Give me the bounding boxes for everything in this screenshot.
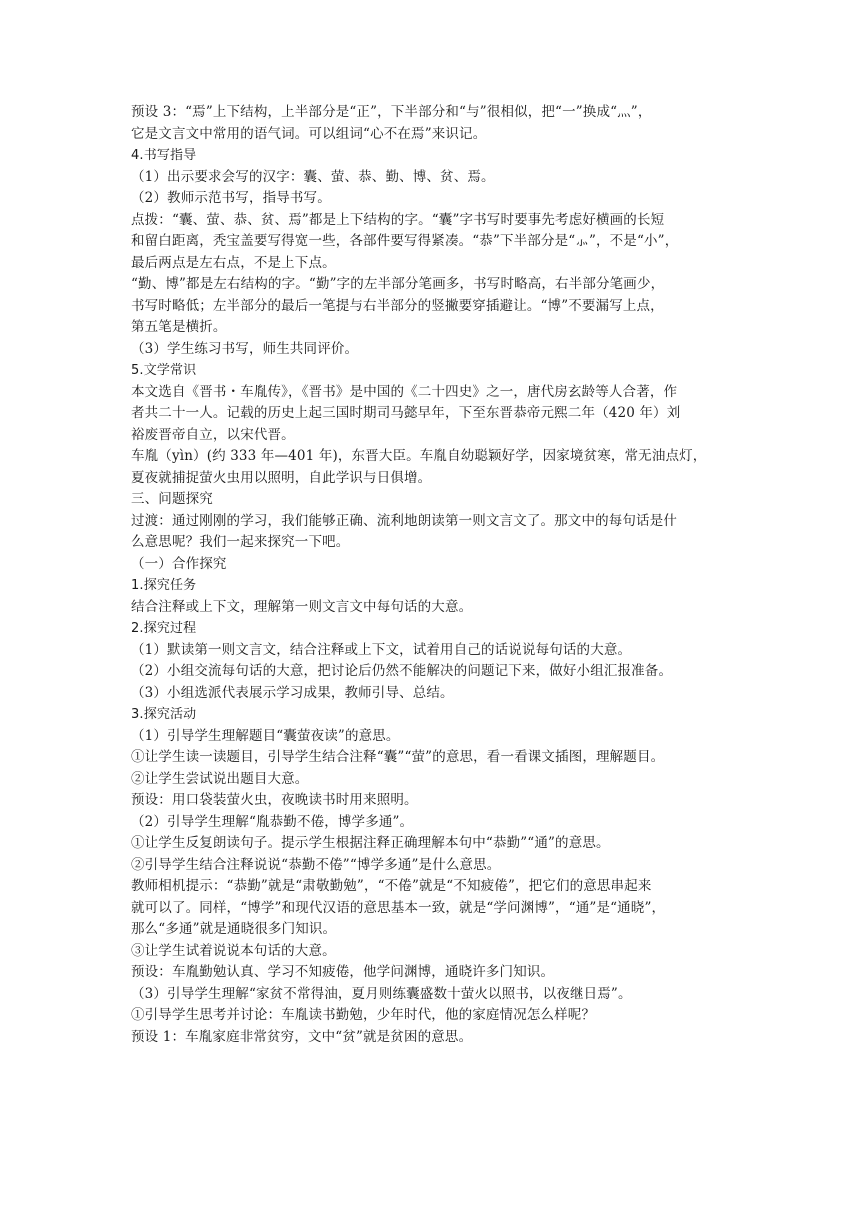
section-heading: 2.探究过程 xyxy=(131,621,197,636)
section-heading: 3.探究活动 xyxy=(131,707,197,722)
text-line: 教师相机提示：“恭勤”就是“肃敬勤勉”，“不倦”就是“不知疲倦”，把它们的意思串起来 xyxy=(131,878,652,894)
text-line: ②引导学生结合注释说说“恭勤不倦”“博学多通”是什么意思。 xyxy=(131,856,501,873)
text-line: 结合注释或上下文，理解第一则文言文中每句话的大意。 xyxy=(131,598,473,615)
document-page xyxy=(131,102,731,1048)
section-heading: 1.探究任务 xyxy=(131,578,197,593)
text-line: 么意思呢？我们一起来探究一下吧。 xyxy=(131,534,350,550)
text-line: （3）引导学生理解“家贫不常得油，夏月则练囊盛数十萤火以照书，以夜继日焉”。 xyxy=(131,985,632,1002)
text-line: 第五笔是横折。 xyxy=(131,319,227,335)
text-line: 就可以了。同样，“博学”和现代汉语的意思基本一致，就是“学问渊博”，“通”是“通晓”， xyxy=(131,899,666,916)
text-line: （3）学生练习书写，师生共同评价。 xyxy=(131,340,359,357)
text-line: 夏夜就捕捉萤火虫用以照明，自此学识与日俱增。 xyxy=(131,469,432,486)
text-line: （3）小组选派代表展示学习成果，教师引导、总结。 xyxy=(131,684,454,701)
text-line: 预设 3：“焉”上下结构，上半部分是“正”，下半部分和“与”很相似，把“一”换成“灬”， xyxy=(131,104,652,120)
text-line: ①引导学生思考并讨论：车胤读书勤勉，少年时代，他的家庭情况怎么样呢？ xyxy=(131,1007,596,1023)
text-line: 者共二十一人。记载的历史上起三国时期司马懿早年，下至东晋恭帝元熙二年（420 年）刘 xyxy=(131,405,681,421)
text-line: 和留白距离，秃宝盖要写得宽一些，各部件要写得紧凑。“恭”下半部分是“⺗”，不是“小”， xyxy=(131,233,679,249)
text-line: ①让学生读一读题目，引导学生结合注释“囊”“萤”的意思，看一看课文插图，理解题目。 xyxy=(131,749,665,765)
text-line: （一）合作探究 xyxy=(131,555,227,572)
text-line: （1）引导学生理解题目“囊萤夜读”的意思。 xyxy=(131,727,400,744)
text-line: 预设 1：车胤家庭非常贫穷，文中“贫”就是贫困的意思。 xyxy=(131,1028,473,1045)
text-line: 三、问题探究 xyxy=(131,491,213,507)
text-line: 裕废晋帝自立，以宋代晋。 xyxy=(131,426,295,443)
text-line: （2）教师示范书写，指导书写。 xyxy=(131,190,331,206)
text-line: ③让学生试着说说本句话的大意。 xyxy=(131,942,336,959)
section-heading: 4.书写指导 xyxy=(131,148,197,163)
text-line: （1）出示要求会写的汉字：囊、萤、恭、勤、博、贫、焉。 xyxy=(131,168,495,185)
text-line: （2）引导学生理解“胤恭勤不倦，博学多通”。 xyxy=(131,813,414,830)
text-line: 预设：车胤勤勉认真、学习不知疲倦，他学问渊博，通晓许多门知识。 xyxy=(131,964,555,980)
text-line: ①让学生反复朗读句子。提示学生根据注释正确理解本句中“恭勤”“通”的意思。 xyxy=(131,835,610,851)
text-line: 那么“多通”就是通晓很多门知识。 xyxy=(131,921,337,937)
text-line: （2）小组交流每句话的大意，把讨论后仍然不能解决的问题记下来，做好小组汇报准备。 xyxy=(131,663,673,679)
text-line: 点拨：“囊、萤、恭、贫、焉”都是上下结构的字。“囊”字书写时要事先考虑好横画的长短 xyxy=(131,211,665,228)
text-line: “勤、博”都是左右结构的字。“勤”字的左半部分笔画多，书写时略高，右半部分笔画少， xyxy=(131,276,665,292)
text-line: ②让学生尝试说出题目大意。 xyxy=(131,770,309,787)
text-line: 最后两点是左右点，不是上下点。 xyxy=(131,254,336,271)
text-line: 本文选自《晋书・车胤传》，《晋书》是中国的《二十四史》之一，唐代房玄龄等人合著，作 xyxy=(131,383,678,400)
text-line: 书写时略低；左半部分的最后一笔提与右半部分的竖撇要穿插避让。“博”不要漏写上点， xyxy=(131,297,664,314)
text-line: 车胤（yìn）(约 333 年—401 年)，东晋大臣。车胤自幼聪颖好学，因家境贫寒，常无油点灯， xyxy=(131,448,707,464)
section-heading: 5.文学常识 xyxy=(131,363,197,378)
text-line: （1）默读第一则文言文，结合注释或上下文，试着用自己的话说说每句话的大意。 xyxy=(131,641,632,658)
text-line: 过渡：通过刚刚的学习，我们能够正确、流利地朗读第一则文言文了。那文中的每句话是什 xyxy=(131,512,677,529)
text-line: 它是文言文中常用的语气词。可以组词“心不在焉”来识记。 xyxy=(131,125,487,142)
text-line: 预设：用口袋装萤火虫，夜晚读书时用来照明。 xyxy=(131,792,418,808)
